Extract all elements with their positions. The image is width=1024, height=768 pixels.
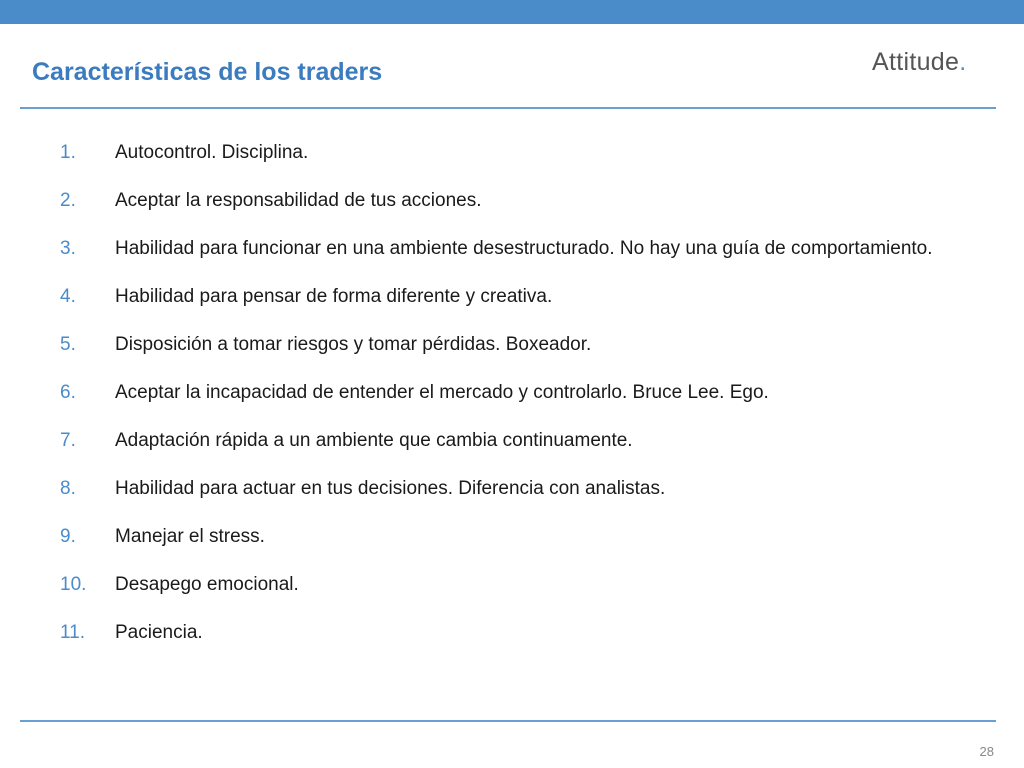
page-number: 28 [979, 744, 994, 759]
item-number: 9. [60, 526, 76, 547]
item-number: 4. [60, 286, 76, 307]
item-text: Adaptación rápida a un ambiente que cambia continuamente. [115, 430, 633, 451]
traders-characteristics-list [60, 138, 986, 666]
title-divider [20, 107, 996, 109]
item-number: 1. [60, 142, 76, 163]
item-text: Aceptar la responsabilidad de tus acciones. [115, 190, 482, 211]
item-text: Habilidad para actuar en tus decisiones. Diferencia con analistas. [115, 478, 666, 499]
item-text: Desapego emocional. [115, 574, 299, 595]
item-number: 3. [60, 238, 76, 259]
top-accent-bar [0, 0, 1024, 24]
item-text: Habilidad para funcionar en una ambiente desestructurado. No hay una guía de comportamiento. [115, 238, 933, 259]
item-text: Habilidad para pensar de forma diferente y creativa. [115, 286, 553, 307]
item-text: Manejar el stress. [115, 526, 265, 547]
list-item [60, 282, 986, 311]
list-item [60, 426, 986, 455]
logo-dot: . [959, 48, 967, 76]
item-text: Aceptar la incapacidad de entender el mercado y controlarlo. Bruce Lee. Ego. [115, 382, 769, 403]
item-number: 2. [60, 190, 76, 211]
logo-text: Attitude [872, 48, 960, 76]
item-number: 7. [60, 430, 76, 451]
footer-divider [20, 720, 996, 722]
list-item [60, 378, 986, 407]
item-number: 6. [60, 382, 76, 403]
item-text: Paciencia. [115, 622, 203, 643]
list-item [60, 186, 986, 215]
item-text: Autocontrol. Disciplina. [115, 142, 309, 163]
list-item [60, 234, 986, 263]
list-item [60, 618, 986, 647]
item-text: Disposición a tomar riesgos y tomar pérdidas. Boxeador. [115, 334, 592, 355]
list-item [60, 474, 986, 503]
item-number: 5. [60, 334, 76, 355]
slide-title: Características de los traders [32, 58, 383, 86]
item-number: 8. [60, 478, 76, 499]
item-number: 11. [60, 622, 86, 643]
list-item [60, 570, 986, 599]
list-item [60, 138, 986, 167]
list-item [60, 330, 986, 359]
item-number: 10. [60, 574, 87, 595]
list-item [60, 522, 986, 551]
brand-logo [872, 48, 966, 77]
